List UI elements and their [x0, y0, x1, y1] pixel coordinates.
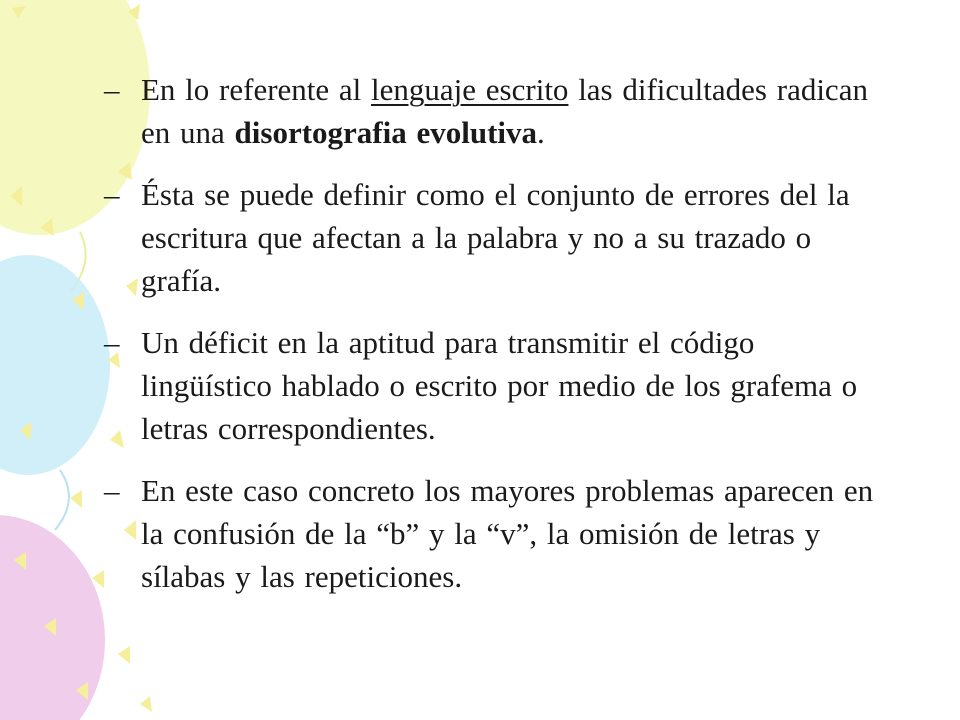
confetti-icon: [70, 490, 82, 508]
pink-balloon-icon: [0, 515, 105, 720]
bullet-marker: –: [104, 325, 120, 360]
bullet-text: las dificultades radican en una: [141, 72, 868, 150]
bullet-list: [104, 68, 874, 617]
bullet-text: .: [537, 115, 545, 150]
bullet-deficit: [104, 321, 874, 450]
bullet-lenguaje-escrito: [104, 68, 874, 154]
bullet-marker: –: [104, 72, 120, 107]
bullet-text: Un déficit en la aptitud para transmitir el código lingüístico hablado o escrito por medio de los grafema o letras correspondientes.: [141, 325, 858, 446]
underlined-term: lenguaje escrito: [371, 72, 569, 107]
bullet-marker: –: [104, 177, 120, 212]
balloon-string: [55, 470, 69, 530]
bold-term: disortografia evolutiva: [234, 115, 538, 150]
confetti-icon: [118, 646, 130, 664]
confetti-icon: [140, 696, 152, 712]
bullet-text: Ésta se puede definir como el conjunto de errores del la escritura que afectan a la palabra y no a su trazado o grafía.: [141, 177, 850, 298]
bullet-text: En este caso concreto los mayores problemas aparecen en la confusión de la “b” y la “v”, la omisión de letras y sílabas y las repeticiones.: [141, 473, 874, 594]
bullet-text: En lo referente al: [141, 72, 372, 107]
bullet-marker: –: [104, 473, 120, 508]
blue-balloon-icon: [0, 255, 110, 475]
bullet-problemas: [104, 469, 874, 598]
bullet-definicion: [104, 173, 874, 302]
